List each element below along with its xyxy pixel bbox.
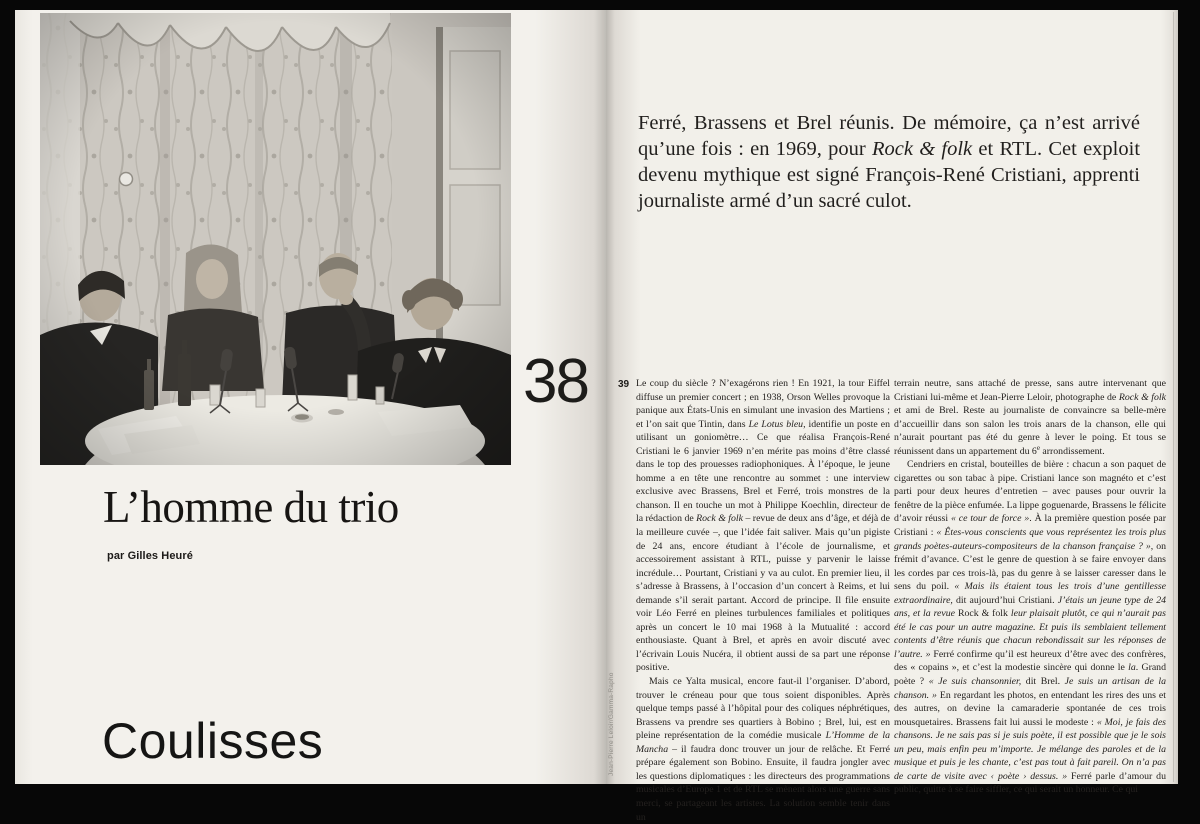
italic-text-run: « Êtes-vous conscients que vous représentez les trois plus grands poètes-auteurs-compositeurs de la chanson française ? »: [894, 527, 1166, 552]
italic-text-run: « ce tour de force »: [950, 513, 1030, 525]
article-byline: par Gilles Heuré: [107, 550, 193, 562]
italic-text-run: Rock & folk: [871, 138, 973, 160]
article-title: L’homme du trio: [103, 482, 399, 532]
italic-text-run: « Mais ils étaient tous les trois d’une gentillesse extraordinaire,: [894, 581, 1166, 606]
left-page: [15, 10, 606, 784]
text-run: Cendriers en cristal, bouteilles de bière : chacun a son paquet de cigarettes ou son tabac à pipe. Cristiani lance son magnéto et c’est parti pour deux heures d’entretien – avec pauses pour ouvrir la fenêtre de la pièce enfumée. La lippe goguenarde, Brassens le félicite d’avoir réussi: [894, 459, 1167, 525]
text-run: Ferré, Brassens et Brel réunis. De mémoire, ça n’est arrivé qu’une fois : en 1969, pour: [638, 112, 1140, 160]
article-standfirst: [638, 110, 1140, 214]
text-run: Ferré parle d’amour du public, quitte à se faire siffler, ce qui serait un honneur. Ce qui: [894, 770, 1166, 796]
section-label: Coulisses: [102, 713, 324, 769]
body-paragraph: [894, 458, 1166, 797]
text-run: dit aujourd’hui Cristiani.: [956, 594, 1058, 606]
text-run: – il faudra donc trouver un jour de relâche. Et Ferré prépare également son Bobino. Ensuite, il faudra jongler avec les questions diplomatiques : les directeurs des programmations musicales d’Europe 1 et de RTL se mènent alors une guerre sans merci, se partageant les artistes. La solution semble tenir dans un: [636, 743, 890, 823]
italic-text-run: J’étais un jeune type de 24 ans, et la revue: [894, 594, 1167, 620]
text-run: . À la première question posée par Cristiani :: [894, 513, 1166, 539]
page-number-right: 39: [618, 379, 630, 390]
text-run: Rock & folk: [957, 608, 1008, 620]
body-column-1: [636, 377, 890, 824]
trio-interview-photo: [40, 13, 511, 465]
text-run: , identifie un poste en utilisant un goniomètre… Ce que réalisa François-René Cristiani le 6 janvier 1969 n’en mérite pas moins d’être classé dans le top des prouesses radiophoniques. À l’époque, le jeune homme a en tête une rencontre au sommet : une interview exclusive avec Brassens, Brel et Ferré, trois monstres de la chanson. Il en touche un mot à Philippe Koechlin, directeur de la rédaction de: [636, 418, 890, 525]
text-run: et ami de Brel. Reste au journaliste de convaincre sa belle-mère d’accueillir dans son salon les trois anars de la chanson, elle qui n’aurait pourtant pas été du genre à lever le poing. Et tous se réunissent dans un appartement du 6: [894, 405, 1166, 457]
italic-text-run: L’Homme de la Mancha: [636, 730, 890, 755]
italic-text-run: « Moi, je fais des chansons. Je ne sais pas si je suis poète, il est possible que je le sois un peu, mais enfin peu m’importe. Je mélange des paroles et de la musique et puis je les chante, c’est pas tout à fait pareil. On n’a pas de carte de visite avec ‹ poète › dessus. »: [894, 716, 1166, 782]
text-run: et RTL. Cet exploit devenu mythique est signé François-René Cristiani, apprenti journaliste armé d’un sacré culot.: [638, 138, 1141, 212]
text-run: Ferré confirme qu’il est heureux d’être avec des confrères, des « copains », et c’est la modestie sincère qui donne le: [894, 648, 1166, 674]
photo-vignette: [40, 13, 511, 465]
text-run: arrondissement.: [1039, 445, 1105, 457]
italic-text-run: Rock & folk: [696, 513, 743, 525]
right-page: [606, 10, 1178, 823]
italic-text-run: Rock & folk: [1118, 391, 1166, 403]
body-column-2: [894, 377, 1166, 797]
text-run: – revue de deux ans d’âge, et déjà de la meilleure cuvée –, que l’idée fait saliver. Mais qu’un pigiste de 24 ans, encore étudiant à l’école de journalisme, et accessoirement assistant à RTL, puisse y parvenir le laisse incrédule… Pourtant, Cristiani y va au culot. En premier lieu, il s’adresse à Brassens, à l’occasion d’un concert à Reims, et lui demande s’il serait partant. Accord de principe. Il file ensuite voir Léo Ferré en pleines turbulences familiales et politiques après un concert le 10 mai 1968 à la Mutualité : accord enthousiaste. Quant à Brel, et après en avoir discuté avec l’écrivain Louis Nucéra, il obtient aussi de sa part une réponse positive.: [636, 513, 890, 674]
magazine-spread: [15, 10, 1178, 823]
body-paragraph: [894, 377, 1166, 458]
body-paragraph: [636, 675, 890, 824]
photo-credit: Jean-Pierre Leloir/Gamma-Rapho: [608, 672, 615, 776]
text-run: dit Brel.: [1025, 676, 1065, 688]
italic-text-run: « Je suis chansonnier,: [928, 676, 1026, 688]
text-run: , on frémit d’avance. C’est le genre de question à se faire envoyer dans les cordes par ces trois-là, pas du genre à se laisser caresser dans le sens du poil.: [894, 540, 1166, 593]
italic-text-run: Je suis un artisan de la chanson. »: [894, 676, 1167, 701]
text-run: . Grand poète ?: [894, 662, 1166, 688]
text-run: terrain neutre, sans attaché de presse, sans autre intervenant que Cristiani lui-même et Jean-Pierre Leloir, photographe de: [894, 378, 1166, 403]
italic-text-run: Le Lotus bleu: [748, 418, 804, 430]
photo-illustration: [40, 13, 511, 465]
text-run: Mais ce Yalta musical, encore faut-il l’organiser. D’abord, trouver le créneau pour que tous soient disponibles. Après quelque temps passé à l’hôpital pour des coliques néphrétiques, Brassens va prendre ses quartiers à Bobino ; Brel, lui, est en pleine représentation de la comédie musicale: [636, 676, 890, 742]
italic-text-run: leur plaisait plutôt, ce qui n’aurait pas été le cas pour un autre magazine. Et puis ils semblaient tellement contents d’être réunis que chacun rebondissait sur les réponses de l’autre. »: [894, 608, 1166, 660]
text-run: e: [1036, 443, 1040, 452]
page-number-left: 38: [523, 347, 588, 416]
text-run: Le coup du siècle ? N’exagérons rien ! En 1921, la tour Eiffel diffuse un premier concert ; en 1938, Orson Welles provoque la panique aux États-Unis en simulant une invasion des Martiens ; et l’on sait que Tintin, dans: [636, 378, 890, 430]
text-run: En regardant les photos, en entendant les rires des uns et des autres, on devine la camaraderie spontanée de ces trois mousquetaires. Brassens fait lui aussi le modeste :: [894, 689, 1166, 728]
italic-text-run: la: [1128, 662, 1136, 674]
body-paragraph: [636, 377, 890, 675]
